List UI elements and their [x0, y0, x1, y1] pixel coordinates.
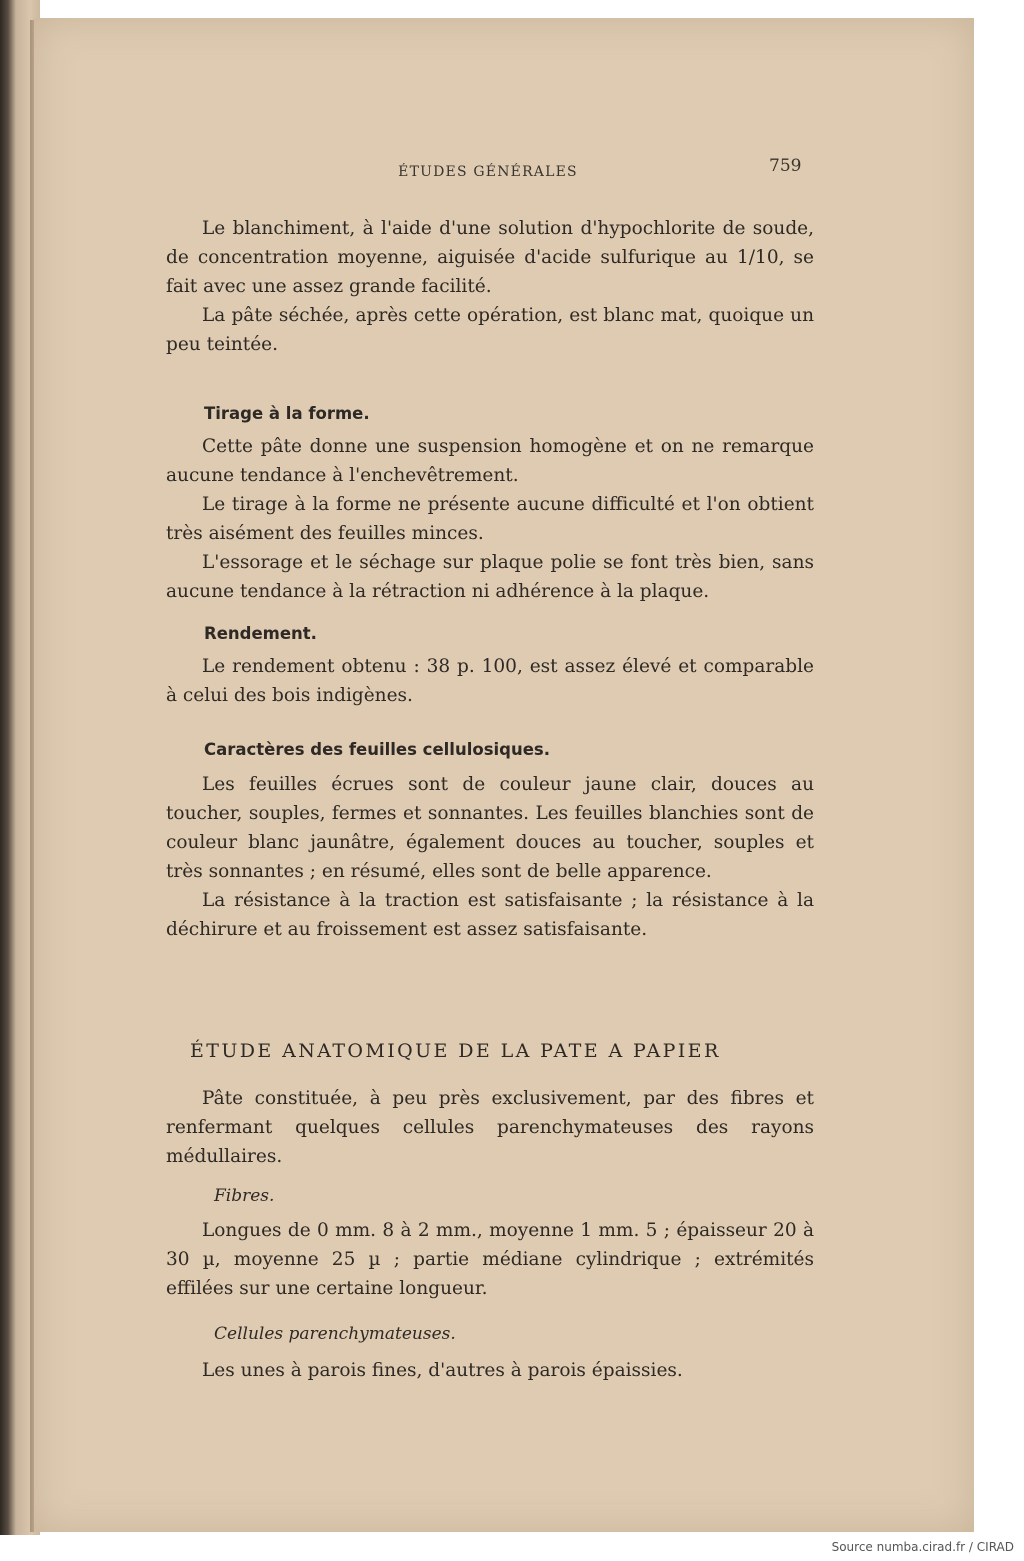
section-heading-caracteres: Caractères des feuilles cellulosiques. [204, 740, 551, 759]
page-content [34, 18, 974, 1532]
paragraph: Le tirage à la forme ne présente aucune difficulté et l'on obtient très aisément des feuilles minces. [166, 494, 814, 544]
source-credit: Source numba.cirad.fr / CIRAD [831, 1540, 1014, 1554]
etude-block [166, 1084, 814, 1171]
running-head: ÉTUDES GÉNÉRALES [398, 164, 578, 180]
book-page [34, 18, 974, 1532]
paragraph: Les feuilles écrues sont de couleur jaune clair, douces au toucher, souples, fermes et sonnantes. Les feuilles blanchies sont de couleur blanc jaunâtre, également douces au toucher, souples et très sonnantes ; en résumé, elles sont de belle apparence. [166, 774, 814, 882]
fibres-block [166, 1216, 814, 1303]
subheading-fibres: Fibres. [214, 1186, 275, 1206]
section-heading-tirage: Tirage à la forme. [204, 404, 370, 423]
paragraph: Les unes à parois fines, d'autres à parois épaissies. [202, 1360, 683, 1381]
cellules-block [166, 1356, 814, 1385]
paragraph: Pâte constituée, à peu près exclusivement, par des fibres et renfermant quelques cellules parenchymateuses des rayons médullaires. [166, 1088, 814, 1167]
intro-block [166, 214, 814, 359]
subheading-cellules: Cellules parenchymateuses. [214, 1324, 456, 1344]
paragraph: L'essorage et le séchage sur plaque polie se font très bien, sans aucune tendance à la rétraction ni adhérence à la plaque. [166, 552, 814, 602]
paragraph: Le blanchiment, à l'aide d'une solution d'hypochlorite de soude, de concentration moyenne, aiguisée d'acide sulfurique au 1/10, se fait avec une assez grande facilité. [166, 218, 814, 297]
paragraph: La pâte séchée, après cette opération, est blanc mat, quoique un peu teintée. [166, 305, 814, 355]
page-number: 759 [769, 156, 802, 176]
tirage-block [166, 432, 814, 606]
paragraph: Le rendement obtenu : 38 p. 100, est assez élevé et comparable à celui des bois indigènes. [166, 656, 814, 706]
rendement-block [166, 652, 814, 710]
section-heading-rendement: Rendement. [204, 624, 317, 643]
section-title-etude: ÉTUDE ANATOMIQUE DE LA PATE A PAPIER [190, 1040, 721, 1062]
paragraph: Cette pâte donne une suspension homogène et on ne remarque aucune tendance à l'enchevêtrement. [166, 436, 814, 486]
caracteres-block [166, 770, 814, 944]
paragraph: Longues de 0 mm. 8 à 2 mm., moyenne 1 mm. 5 ; épaisseur 20 à 30 µ, moyenne 25 µ ; partie médiane cylindrique ; extrémités effilées sur une certaine longueur. [166, 1220, 814, 1299]
paragraph: La résistance à la traction est satisfaisante ; la résistance à la déchirure et au froissement est assez satisfaisante. [166, 890, 814, 940]
